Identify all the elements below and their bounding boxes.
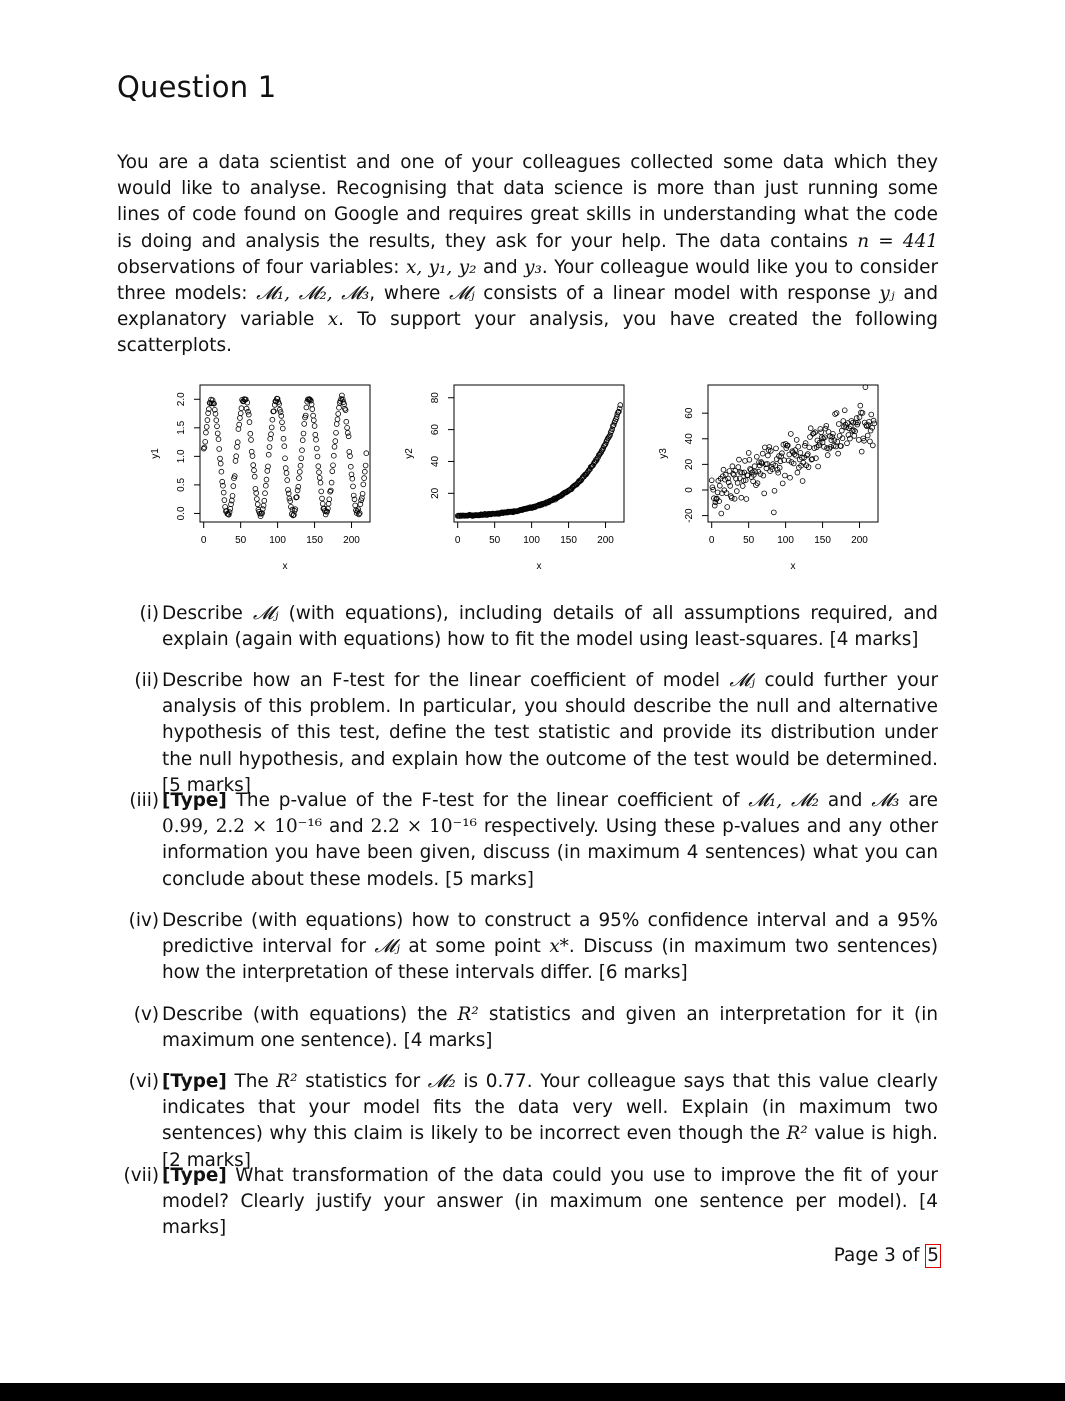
question-i (117, 601, 938, 653)
data-point (215, 431, 220, 436)
question-text: are (899, 790, 938, 811)
data-point (816, 464, 821, 469)
r-squared: R² (276, 1071, 298, 1092)
data-point (238, 411, 243, 416)
data-point (326, 501, 331, 506)
data-point (286, 491, 291, 496)
y-tick-label: 40 (684, 433, 695, 445)
data-point (251, 463, 256, 468)
data-point (351, 484, 356, 489)
data-point (233, 459, 238, 464)
data-point (845, 441, 850, 446)
data-point (255, 502, 260, 507)
data-point (361, 482, 366, 487)
type-tag: [Type] (162, 1165, 227, 1186)
model-mj: 𝓜ⱼ (449, 283, 475, 305)
intro-text: . To support your analysis, you have created the following scatterplots. (117, 309, 938, 357)
data-point (304, 405, 309, 410)
question-number: (iv) (128, 910, 159, 931)
data-point (252, 474, 257, 479)
data-point (836, 422, 841, 427)
data-point (263, 491, 268, 496)
data-point (336, 412, 341, 417)
data-point (283, 466, 288, 471)
x-tick-label: 150 (306, 535, 323, 546)
question-number: (vi) (128, 1071, 159, 1092)
page-footer (834, 1244, 941, 1268)
y-tick-label: 20 (684, 458, 695, 470)
question-body (162, 1163, 938, 1242)
data-point (737, 457, 742, 462)
data-point (736, 465, 741, 470)
data-point (818, 427, 823, 432)
question-text: respectively. Using these p-values and any other information you have been given, discuss (in maximum 4 sentences) what you can conclude about these models. [5 marks] (162, 816, 939, 890)
data-point (249, 438, 254, 443)
data-point (760, 451, 765, 456)
point-x-star: x* (549, 936, 569, 958)
data-point (808, 426, 813, 431)
data-point (280, 420, 285, 425)
model-list: 𝓜₁, 𝓜₂ (748, 790, 819, 811)
data-point (822, 435, 827, 440)
intro-text: . Your colleague would like you to consider three models: (117, 256, 939, 305)
data-point (317, 470, 322, 475)
data-point (715, 490, 720, 495)
data-point (783, 473, 788, 478)
p-value: 2.2 × 10⁻¹⁶ (370, 816, 477, 838)
y-tick-label: 1.5 (176, 420, 187, 435)
data-point (300, 438, 305, 443)
data-point (819, 430, 824, 435)
data-point (869, 412, 874, 417)
data-point (857, 415, 862, 420)
data-point (269, 425, 274, 430)
data-point (261, 503, 266, 508)
data-point (852, 434, 857, 439)
data-point (836, 451, 841, 456)
data-point (317, 475, 322, 480)
data-point (719, 511, 724, 516)
x-tick-label: 0 (708, 535, 715, 546)
data-point (215, 424, 220, 429)
data-point (217, 447, 222, 452)
data-point (333, 439, 338, 444)
x-tick-label: 100 (269, 535, 286, 546)
y-axis-label: y3 (658, 448, 669, 459)
x-tick-label: 50 (489, 535, 501, 546)
x-tick-label: 0 (200, 535, 207, 546)
data-point (348, 464, 353, 469)
data-point (796, 444, 801, 449)
data-point (235, 445, 240, 450)
data-point (252, 468, 257, 473)
data-point (204, 430, 209, 435)
model-mj: 𝓜ⱼ (252, 603, 279, 624)
y-tick-label: 60 (430, 424, 441, 436)
scatterplots (140, 378, 940, 578)
data-point (867, 419, 872, 424)
data-point (267, 445, 272, 450)
data-point (319, 489, 324, 494)
data-point (314, 446, 319, 451)
data-point (345, 425, 350, 430)
scatterplot-y1-svg (140, 378, 394, 578)
data-point (739, 495, 744, 500)
data-point (334, 430, 339, 435)
x-tick-label: 50 (235, 535, 247, 546)
r-squared: R² (786, 1123, 808, 1145)
data-point (293, 507, 298, 512)
data-point (327, 497, 332, 502)
data-point (870, 443, 875, 448)
data-point (735, 481, 740, 486)
data-point (794, 438, 799, 443)
intro-text: , where (369, 283, 450, 305)
y-tick-label: 80 (430, 392, 441, 404)
data-point (331, 453, 336, 458)
y-tick-label: -20 (684, 508, 695, 523)
question-number: (v) (133, 1004, 159, 1025)
data-point (362, 476, 367, 481)
data-point (264, 477, 269, 482)
data-point (301, 431, 306, 436)
data-point (297, 476, 302, 481)
data-point (766, 453, 771, 458)
data-point (247, 420, 252, 425)
total-pages-link[interactable]: 5 (927, 1245, 939, 1266)
data-point (282, 444, 287, 449)
data-point (346, 434, 351, 439)
data-point (238, 416, 243, 421)
data-point (788, 475, 793, 480)
data-points (201, 393, 368, 519)
r-squared: R² (457, 1004, 479, 1025)
data-point (363, 463, 368, 468)
page-label: Page 3 of (833, 1245, 926, 1266)
data-points (455, 403, 622, 519)
data-point (289, 504, 294, 509)
n-equation: n = 441 (857, 230, 938, 252)
question-body (162, 908, 938, 987)
p-values: 0.99, 2.2 × 10⁻¹⁶ (162, 816, 323, 838)
data-point (218, 461, 223, 466)
data-point (299, 456, 304, 461)
data-point (283, 456, 288, 461)
data-point (281, 436, 286, 441)
data-point (234, 454, 239, 459)
data-point (709, 478, 714, 483)
question-number: (iii) (129, 790, 159, 811)
question-text: statistics and given an interpretation for it (in maximum one sentence). [4 marks] (162, 1004, 938, 1052)
question-v (117, 1002, 938, 1054)
x-tick-label: 100 (523, 535, 540, 546)
data-point (219, 469, 224, 474)
question-text: value is high. [2 marks] (162, 1123, 938, 1171)
question-text: statistics for (297, 1071, 428, 1092)
data-point (316, 464, 321, 469)
data-point (285, 478, 290, 483)
data-point (298, 463, 303, 468)
data-point (798, 450, 803, 455)
data-point (314, 437, 319, 442)
y-tick-label: 20 (430, 487, 441, 499)
intro-text: and explanatory variable (117, 283, 938, 331)
data-point (859, 449, 864, 454)
data-point (842, 408, 847, 413)
plot-frame (454, 385, 624, 522)
y-tick-label: 40 (430, 455, 441, 468)
question-text: Describe how an F-test for the linear coefficient of model (162, 670, 730, 691)
data-point (311, 418, 316, 423)
plot-frame (200, 385, 370, 522)
x-tick-label: 0 (454, 535, 461, 546)
data-point (203, 439, 208, 444)
data-point (216, 437, 221, 442)
data-point (754, 454, 759, 459)
data-point (230, 494, 235, 499)
data-points (709, 385, 876, 516)
data-point (362, 469, 367, 474)
model-mj: 𝓜ⱼ (374, 936, 400, 958)
data-point (740, 484, 745, 489)
question-ii (117, 668, 938, 799)
x-tick-label: 200 (343, 535, 360, 546)
question-text: Describe (with equations) the (162, 1004, 458, 1025)
x-tick-label: 50 (743, 535, 755, 546)
data-point (344, 419, 349, 424)
x-tick-label: 150 (814, 535, 831, 546)
data-point (228, 506, 233, 511)
y-tick-label: 0 (684, 487, 695, 493)
data-point (725, 505, 730, 510)
data-point (280, 426, 285, 431)
data-point (329, 480, 334, 485)
x-tick-label: 200 (597, 535, 614, 546)
data-point (248, 431, 253, 436)
data-point (712, 503, 717, 508)
data-point (776, 470, 781, 475)
data-point (311, 413, 316, 418)
data-point (269, 432, 274, 437)
question-body (162, 788, 938, 893)
data-point (284, 471, 289, 476)
question-vi (117, 1069, 938, 1174)
data-point (221, 490, 226, 495)
data-point (834, 411, 839, 416)
data-point (222, 498, 227, 503)
data-point (300, 448, 305, 453)
data-point (858, 403, 863, 408)
type-tag: [Type] (162, 1071, 227, 1092)
x-tick-label: 200 (851, 535, 868, 546)
y-tick-label: 0.5 (176, 477, 187, 492)
data-point (746, 451, 751, 456)
data-point (262, 498, 267, 503)
x-axis-label: x (536, 561, 542, 572)
question-body (162, 1069, 938, 1174)
scatterplot-y2 (394, 378, 648, 578)
question-text: Describe (with equations) how to construct a 95% confidence interval and a 95% predictive interval for (162, 910, 938, 958)
data-point (270, 417, 275, 422)
data-point (335, 417, 340, 422)
question-number: (vii) (123, 1165, 159, 1186)
data-point (266, 452, 271, 457)
model-list: 𝓜₁, 𝓜₂, 𝓜₃ (256, 283, 370, 305)
intro-text: and (476, 256, 525, 278)
question-title: Question 1 (117, 70, 277, 104)
question-text: (with equations), including details of all assumptions required, and explain (again with equations) how to fit the model using least-squares. [4 marks] (162, 603, 938, 651)
scatterplot-y1 (140, 378, 394, 578)
data-point (868, 428, 873, 433)
data-point (734, 489, 739, 494)
data-point (320, 501, 325, 506)
question-body (162, 601, 938, 653)
model-m3: 𝓜₃ (871, 790, 900, 811)
x-tick-label: 150 (560, 535, 577, 546)
question-iii (117, 788, 938, 893)
variable-yj: yⱼ (879, 283, 895, 305)
data-point (807, 445, 812, 450)
data-point (730, 464, 735, 469)
data-point (853, 429, 858, 434)
data-point (364, 451, 369, 456)
data-point (762, 491, 767, 496)
data-point (244, 406, 249, 411)
data-point (297, 470, 302, 475)
intro-text: consists of a linear model with response (474, 283, 880, 305)
question-number: (ii) (134, 670, 159, 691)
intro-text: observations of four variables: (117, 256, 406, 278)
data-point (235, 440, 240, 445)
question-text: and (819, 790, 872, 811)
question-vii (117, 1163, 938, 1242)
question-text: Describe (162, 603, 253, 624)
data-point (337, 405, 342, 410)
y-tick-label: 1.0 (176, 449, 187, 464)
data-point (231, 484, 236, 489)
question-body (162, 1002, 938, 1054)
data-point (263, 483, 268, 488)
intro-paragraph (117, 150, 938, 360)
data-point (772, 488, 777, 493)
data-point (717, 483, 722, 488)
question-text: and (322, 816, 371, 838)
data-point (204, 425, 209, 430)
data-point (330, 469, 335, 474)
data-point (313, 432, 318, 437)
data-point (752, 464, 757, 469)
x-tick-label: 100 (777, 535, 794, 546)
data-point (237, 422, 242, 427)
type-tag: [Type] (162, 790, 227, 811)
question-text: The p-value of the F-test for the linear coefficient of (226, 790, 749, 811)
y-tick-label: 60 (684, 407, 695, 419)
data-point (236, 427, 241, 432)
scatterplot-y3 (648, 378, 902, 578)
data-point (865, 433, 870, 438)
data-point (805, 452, 810, 457)
bottom-bar (0, 1383, 1065, 1401)
data-point (732, 496, 737, 501)
data-point (246, 412, 251, 417)
variable-x: x (327, 309, 339, 331)
question-body (162, 668, 938, 799)
y-tick-label: 2.0 (176, 392, 187, 407)
data-point (747, 457, 752, 462)
question-iv (117, 908, 938, 987)
data-point (822, 445, 827, 450)
data-point (239, 406, 244, 411)
data-point (771, 510, 776, 515)
data-point (218, 456, 223, 461)
data-point (744, 497, 749, 502)
question-text: is 0.77. Your colleague says that this value clearly indicates that your model fits the data very well. Explain (in maximum two sentences) why this claim is likely to be incorrect even though the (162, 1071, 938, 1145)
data-point (825, 453, 830, 458)
data-point (312, 424, 317, 429)
x-axis-label: x (790, 561, 796, 572)
y-tick-label: 0.0 (176, 506, 187, 521)
data-point (721, 467, 726, 472)
data-point (318, 480, 323, 485)
data-point (774, 446, 779, 451)
question-text: at some point (399, 936, 550, 958)
data-point (315, 454, 320, 459)
data-point (331, 463, 336, 468)
data-point (795, 470, 800, 475)
data-point (320, 496, 325, 501)
data-point (824, 424, 829, 429)
scatterplot-y3-svg (648, 378, 902, 578)
data-point (835, 439, 840, 444)
data-point (872, 421, 877, 426)
data-point (205, 418, 210, 423)
question-text: What transformation of the data could you use to improve the fit of your model? Clearly justify your answer (in maximum one sentence per model). [4 marks] (162, 1165, 938, 1239)
data-point (255, 497, 260, 502)
y-axis-label: y2 (404, 448, 415, 459)
data-point (788, 432, 793, 437)
scatterplot-y2-svg (394, 378, 648, 578)
data-point (266, 464, 271, 469)
intro-text: You are a data scientist and one of your colleagues collected some data which they would like to analyse. Recognising that data science is more than just running some lines of code found on Google and requires great skills in understanding what the code is doing and analysis the results, they ask for your help. The data contains (117, 152, 938, 252)
data-point (265, 469, 270, 474)
variable-y3: y₃ (524, 256, 542, 278)
data-point (780, 481, 785, 486)
variables: x, y₁, y₂ (405, 256, 477, 278)
question-text: The (226, 1071, 277, 1092)
data-point (786, 458, 791, 463)
data-point (800, 479, 805, 484)
data-point (345, 431, 350, 436)
data-point (780, 451, 785, 456)
data-point (310, 407, 315, 412)
data-point (332, 444, 337, 449)
x-axis-label: x (282, 561, 288, 572)
model-mj: 𝓜ⱼ (729, 670, 755, 691)
data-point (268, 436, 273, 441)
y-axis-label: y1 (150, 448, 161, 459)
question-text: could further your analysis of this problem. In particular, you should describe the null and alternative hypothesis of this test, define the test statistic and provide its distribution under the null hypothesis, and explain how the outcome of the test would be determined. [5 marks] (162, 670, 939, 796)
data-point (302, 422, 307, 427)
question-text: . Discuss (in maximum two sentences) how the interpretation of these intervals differ. [6 marks] (162, 936, 938, 984)
data-point (618, 403, 623, 408)
data-point (214, 418, 219, 423)
model-m2: 𝓜₂ (427, 1071, 456, 1092)
question-number: (i) (139, 603, 159, 624)
data-point (334, 422, 339, 427)
